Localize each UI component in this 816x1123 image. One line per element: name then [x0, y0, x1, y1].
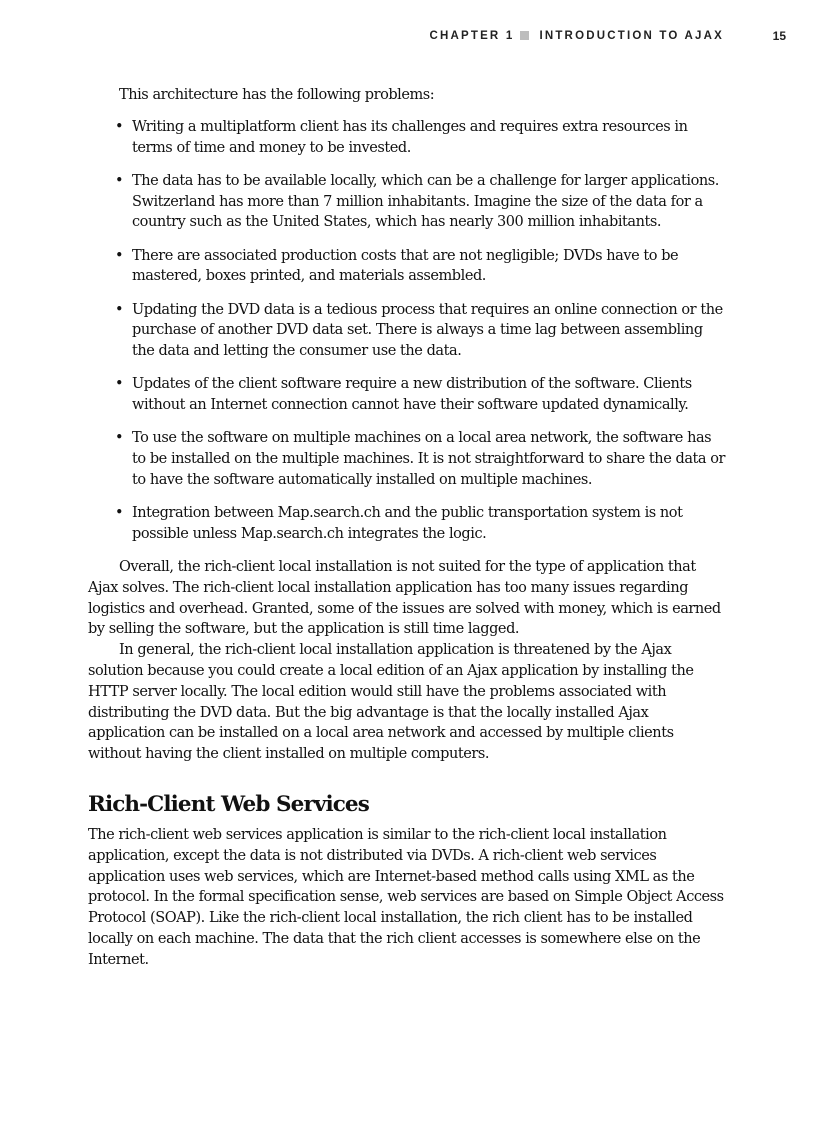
bullet-icon: •: [115, 430, 124, 447]
paragraph-in-general: In general, the rich-client local installation application is threatened by the Ajax solution because you could create a local edition of an Ajax application by installing the HTTP server locally. The local edition would still have the problems associated with distributing the DVD data. But the big advantage is that the locally installed Ajax application can be installed on a local area network and accessed by multiple clients without having the client installed on multiple computers.: [88, 642, 694, 763]
list-item: [88, 300, 728, 362]
paragraph-overall: Overall, the rich-client local installation is not suited for the type of application that Ajax solves. The rich-client local installation application has too many issues regarding logistics and overhead. Granted, some of the issues are solved with money, which is earned by selling the software, but the application is still time lagged.: [88, 559, 721, 638]
list-item-text: There are associated production costs that are not negligible; DVDs have to be mastered, boxes printed, and materials assembled.: [132, 247, 679, 285]
bullet-icon: •: [115, 301, 124, 318]
bullet-icon: •: [115, 118, 124, 135]
list-item: [88, 246, 728, 288]
list-item-text: Updating the DVD data is a tedious process that requires an online connection or the purchase of another DVD data set. There is always a time lag between assembling the data and letting the consumer use the data.: [132, 301, 723, 360]
list-item: [88, 428, 728, 490]
list-item-text: Integration between Map.search.ch and the public transportation system is not possible unless Map.search.ch integrates the logic.: [132, 505, 683, 542]
running-header: [0, 27, 816, 45]
page-body: [88, 85, 728, 971]
paragraph-web-services: The rich-client web services application is similar to the rich-client local installation application, except the data is not distributed via DVDs. A rich-client web services application uses web services, which are Internet-based method calls using XML as the protocol. In the formal specification sense, web services are based on Simple Object Access Protocol (SOAP). Like the rich-client local installation, the rich client has to be installed locally on each machine. The data that the rich client accesses is somewhere else on the Internet.: [88, 827, 724, 968]
list-item-text: Updates of the client software require a new distribution of the software. Clients without an Internet connection cannot have their software updated dynamically.: [132, 376, 692, 414]
list-item-text: The data has to be available locally, which can be a challenge for larger applications. Switzerland has more than 7 million inhabitants. Imagine the size of the data for a country such as the United States, which has nearly 300 million inhabitants.: [132, 172, 719, 231]
square-separator-icon: [520, 31, 529, 40]
chapter-label: [429, 27, 724, 45]
problems-list: [88, 117, 728, 545]
list-item: [88, 503, 728, 545]
section-heading: Rich-Client Web Services: [88, 792, 369, 818]
list-item: [88, 171, 728, 233]
list-item-text: Writing a multiplatform client has its challenges and requires extra resources in terms of time and money to be invested.: [132, 118, 688, 156]
bullet-icon: •: [115, 505, 124, 522]
list-item-text: To use the software on multiple machines on a local area network, the software has to be installed on the multiple machines. It is not straightforward to share the data or to have the software automatically installed on multiple machines.: [132, 430, 726, 488]
chapter-number: CHAPTER 1: [429, 30, 515, 42]
lead-sentence: This architecture has the following problems:: [119, 87, 435, 103]
list-item: [88, 374, 728, 416]
bullet-icon: •: [115, 172, 124, 189]
bullet-icon: •: [115, 376, 124, 393]
page-number: 15: [772, 29, 786, 43]
bullet-icon: •: [115, 247, 124, 264]
chapter-title: INTRODUCTION TO AJAX: [539, 30, 724, 42]
list-item: [88, 117, 728, 159]
